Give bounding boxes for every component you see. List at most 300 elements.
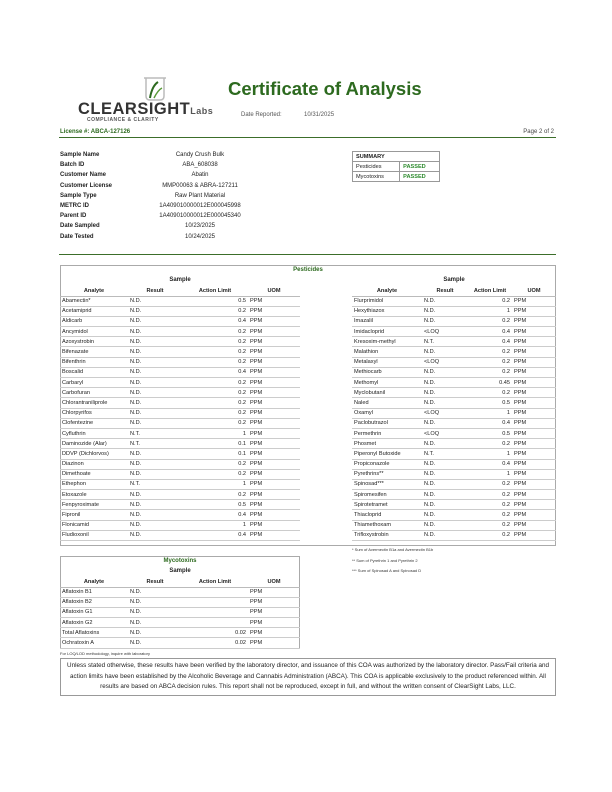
action-limit-cell: 0.5 [182,296,248,306]
info-row [60,234,300,244]
result-cell: N.D. [422,306,468,316]
divider [59,254,556,255]
analyte-cell: Hexythiazox [352,306,422,316]
analyte-cell: Aldicarb [60,316,128,326]
action-limit-cell: 0.45 [468,378,512,388]
table-row [60,296,300,306]
uom-cell: PPM [248,337,300,347]
page-title: Certificate of Analysis [228,78,422,99]
result-cell: N.D. [128,638,182,648]
table-row [352,347,556,357]
uom-cell: PPM [248,398,300,408]
result-cell: N.D. [128,449,182,459]
table-row [60,607,300,617]
analyte-cell: Piperonyl Butoxide [352,449,422,459]
table-row [60,398,300,408]
sample-info [60,152,300,244]
action-limit-cell: 1 [182,428,248,438]
analyte-cell: Acetamiprid [60,306,128,316]
action-limit-cell: 0.2 [468,357,512,367]
result-cell: N.D. [422,378,468,388]
table-row [60,530,300,540]
result-cell: N.D. [422,520,468,530]
table-row [60,347,300,357]
action-limit-cell: 0.2 [468,296,512,306]
info-row [60,223,300,233]
uom-cell: PPM [248,316,300,326]
analyte-cell: Fipronil [60,510,128,520]
table-row [352,408,556,418]
table-row [352,316,556,326]
table-row [60,520,300,530]
result-cell: <LOQ [422,357,468,367]
pesticides-title: Pesticides [293,267,323,273]
column-header: UOM [512,286,556,296]
result-cell: N.D. [422,398,468,408]
analyte-cell: Flonicamid [60,520,128,530]
uom-cell: PPM [512,337,556,347]
uom-cell: PPM [248,607,300,617]
info-label: Customer Name [60,172,107,179]
info-label: Customer License [60,182,113,189]
analyte-cell: Aflatoxin B2 [60,597,128,607]
uom-cell: PPM [512,378,556,388]
info-value: MMP00063 & ABRA-127211 [162,182,238,189]
analyte-cell: Spinosad*** [352,479,422,489]
table-row [60,439,300,449]
uom-cell: PPM [248,367,300,377]
table-row [60,388,300,398]
analyte-cell: Imazalil [352,316,422,326]
action-limit-cell: 1 [182,479,248,489]
column-header: Action Limit [182,286,248,296]
table-row [60,587,300,597]
result-cell: N.D. [128,316,182,326]
info-label: METRC ID [60,202,89,209]
info-label: Parent ID [60,213,87,220]
result-cell: N.D. [422,388,468,398]
column-header: Analyte [60,286,128,296]
analyte-cell: Boscalid [60,367,128,377]
action-limit-cell: 0.4 [468,337,512,347]
action-limit-cell: 0.2 [182,418,248,428]
uom-cell: PPM [512,327,556,337]
action-limit-cell: 0.4 [182,530,248,540]
uom-cell: PPM [248,347,300,357]
uom-cell: PPM [512,357,556,367]
analyte-cell: Carbofuran [60,388,128,398]
result-cell: N.D. [128,459,182,469]
table-row [60,459,300,469]
uom-cell: PPM [248,597,300,607]
result-cell: N.D. [422,510,468,520]
uom-cell: PPM [248,479,300,489]
action-limit-cell: 0.2 [182,337,248,347]
logo-wordmark: CLEARSIGHTLabs [78,100,214,118]
table-row [60,479,300,489]
info-row [60,193,300,203]
table-row [60,618,300,628]
analyte-cell: Ochratoxin A [60,638,128,648]
action-limit-cell: 0.2 [468,490,512,500]
summary-status: PASSED [400,162,440,172]
uom-cell: PPM [248,490,300,500]
analyte-cell: Aflatoxin G2 [60,618,128,628]
result-cell: N.D. [128,490,182,500]
analyte-cell: Permethrin [352,428,422,438]
info-value: ABA_608038 [182,162,218,169]
table-header [352,286,556,296]
column-header: Result [128,577,182,587]
uom-cell: PPM [248,469,300,479]
result-cell: N.D. [128,296,182,306]
result-cell: N.D. [128,469,182,479]
table-row [352,418,556,428]
result-cell: N.D. [128,628,182,638]
result-cell: N.D. [128,510,182,520]
column-header: Analyte [60,577,128,587]
page-number: Page 2 of 2 [523,129,554,135]
uom-cell: PPM [248,428,300,438]
result-cell: N.D. [128,597,182,607]
uom-cell: PPM [248,459,300,469]
action-limit-cell [182,618,248,628]
footnote: *** Sum of Spinosad A and Spinosad D [352,568,422,573]
action-limit-cell: 0.2 [182,398,248,408]
table-row [352,428,556,438]
table-row [60,628,300,638]
action-limit-cell: 1 [468,306,512,316]
analyte-cell: Chlorpyrifos [60,408,128,418]
result-cell: N.D. [128,607,182,617]
info-label: Date Tested [60,233,94,240]
result-cell: N.D. [128,367,182,377]
table-row [352,306,556,316]
uom-cell: PPM [248,628,300,638]
result-cell: N.D. [128,327,182,337]
analyte-cell: Propiconazole [352,459,422,469]
uom-cell: PPM [248,520,300,530]
uom-cell: PPM [248,439,300,449]
uom-cell: PPM [248,587,300,597]
footnote: ** Sum of Pyrethrin 1 and Pyrethrin 2 [352,558,418,563]
column-header: Result [128,286,182,296]
column-header: UOM [248,286,300,296]
action-limit-cell [182,597,248,607]
table-row [352,479,556,489]
result-cell: <LOQ [422,408,468,418]
table-row [352,296,556,306]
analyte-cell: Methomyl [352,378,422,388]
action-limit-cell: 0.2 [182,327,248,337]
table-row [60,306,300,316]
action-limit-cell: 0.1 [182,439,248,449]
uom-cell: PPM [512,530,556,540]
action-limit-cell: 1 [468,469,512,479]
info-label: Sample Name [60,152,100,158]
table-row [60,316,300,326]
analyte-cell: Thiacloprid [352,510,422,520]
action-limit-cell: 0.2 [182,408,248,418]
action-limit-cell: 0.02 [182,638,248,648]
table-row [352,510,556,520]
info-row [60,183,300,193]
uom-cell: PPM [512,398,556,408]
uom-cell: PPM [248,388,300,398]
pesticides-sample-label: Sample [169,277,191,283]
table-row [60,500,300,510]
uom-cell: PPM [512,490,556,500]
result-cell: N.D. [128,398,182,408]
uom-cell: PPM [512,520,556,530]
analyte-cell: Azoxystrobin [60,337,128,347]
result-cell: N.D. [422,367,468,377]
pesticides-sample-label: Sample [443,277,465,283]
analyte-cell: Etoxazole [60,490,128,500]
summary-row [353,162,440,172]
result-cell: N.D. [422,490,468,500]
analyte-cell: Bifenazate [60,347,128,357]
pesticides-table-right [352,286,556,541]
mycotoxins-title: Mycotoxins [163,558,197,564]
result-cell: N.D. [422,296,468,306]
disclaimer: Unless stated otherwise, these results have been verified by the laboratory director, and issuance of this COA was authorized by the laboratory director. Pass/Fail criteria and action limits have been established by the Alcoholic Beverage and Cannabis Administration (ABCA). This COA is applicable exclusively to the product referenced within. All results are based on ABCA decision rules. This report shall not be reproduced, except in full, and without the written consent of ClearSight Labs, LLC. [60,658,556,696]
action-limit-cell: 1 [468,408,512,418]
summary-label: Mycotoxins [353,172,400,182]
result-cell: N.T. [128,428,182,438]
uom-cell: PPM [248,296,300,306]
table-row [60,428,300,438]
analyte-cell: Clofentezine [60,418,128,428]
uom-cell: PPM [248,327,300,337]
table-row [352,327,556,337]
info-value: 1A409010000012E000045998 [159,202,241,209]
analyte-cell: Aflatoxin B1 [60,587,128,597]
analyte-cell: Daminozide (Alar) [60,439,128,449]
action-limit-cell: 0.2 [468,388,512,398]
action-limit-cell: 1 [182,520,248,530]
result-cell: N.D. [422,469,468,479]
analyte-cell: Total Aflatoxins [60,628,128,638]
action-limit-cell: 0.4 [182,510,248,520]
uom-cell: PPM [512,449,556,459]
result-cell: N.T. [422,337,468,347]
uom-cell: PPM [248,449,300,459]
table-row [60,378,300,388]
info-label: Date Sampled [60,223,100,230]
mycotoxins-table [60,577,300,649]
action-limit-cell: 0.2 [468,520,512,530]
analyte-cell: Paclobutrazol [352,418,422,428]
result-cell: N.D. [128,520,182,530]
uom-cell: PPM [512,296,556,306]
uom-cell: PPM [248,500,300,510]
date-reported-value: 10/31/2025 [304,112,335,118]
info-row [60,152,300,162]
table-row [352,449,556,459]
action-limit-cell: 0.4 [468,459,512,469]
table-row [60,337,300,347]
action-limit-cell: 0.2 [182,306,248,316]
summary-table [352,151,440,182]
result-cell: N.D. [128,306,182,316]
action-limit-cell: 0.5 [468,428,512,438]
analyte-cell: Kresoxim-methyl [352,337,422,347]
divider [59,137,556,138]
analyte-cell: Methiocarb [352,367,422,377]
analyte-cell: Ethephon [60,479,128,489]
analyte-cell: Aflatoxin G1 [60,607,128,617]
analyte-cell: Bifenthrin [60,357,128,367]
analyte-cell: Oxamyl [352,408,422,418]
table-row [352,439,556,449]
result-cell: N.D. [128,418,182,428]
uom-cell: PPM [512,459,556,469]
action-limit-cell: 0.2 [468,500,512,510]
result-cell: N.D. [422,500,468,510]
action-limit-cell: 0.2 [468,439,512,449]
summary-title: SUMMARY [353,152,440,162]
result-cell: N.D. [422,530,468,540]
result-cell: N.D. [422,439,468,449]
result-cell: N.D. [422,418,468,428]
uom-cell: PPM [248,408,300,418]
table-row [352,357,556,367]
result-cell: N.D. [422,347,468,357]
info-row [60,162,300,172]
analyte-cell: Imidacloprid [352,327,422,337]
result-cell: N.T. [128,439,182,449]
result-cell: N.D. [422,316,468,326]
uom-cell: PPM [512,316,556,326]
analyte-cell: Malathion [352,347,422,357]
table-row [60,418,300,428]
table-row [60,327,300,337]
analyte-cell: Cyfluthrin [60,428,128,438]
analyte-cell: Abamectin* [60,296,128,306]
uom-cell: PPM [512,347,556,357]
info-label: Batch ID [60,162,85,169]
column-header: Action Limit [468,286,512,296]
result-cell: N.D. [128,378,182,388]
result-cell: N.D. [128,500,182,510]
table-row [60,510,300,520]
table-row [352,398,556,408]
action-limit-cell: 0.2 [468,510,512,520]
logo-tagline: COMPLIANCE & CLARITY [87,117,159,123]
analyte-cell: Diazinon [60,459,128,469]
table-row [352,337,556,347]
info-value: Candy Crush Bulk [175,152,225,158]
action-limit-cell [182,607,248,617]
action-limit-cell: 0.2 [468,367,512,377]
uom-cell: PPM [512,388,556,398]
analyte-cell: Phosmet [352,439,422,449]
uom-cell: PPM [512,367,556,377]
info-value: 10/23/2025 [184,223,216,230]
analyte-cell: DDVP (Dichlorvos) [60,449,128,459]
result-cell: <LOQ [422,327,468,337]
result-cell: <LOQ [422,428,468,438]
info-value: Abatin [191,172,209,179]
table-row [352,459,556,469]
analyte-cell: Dimethoate [60,469,128,479]
analyte-cell: Flurprimidol [352,296,422,306]
action-limit-cell: 0.2 [182,469,248,479]
table-header [60,286,300,296]
uom-cell: PPM [512,428,556,438]
action-limit-cell: 0.2 [182,347,248,357]
uom-cell: PPM [248,418,300,428]
result-cell: N.D. [422,479,468,489]
table-row [60,490,300,500]
mycotoxins-sample-label: Sample [169,568,191,574]
analyte-cell: Trifloxystrobin [352,530,422,540]
table-row [60,469,300,479]
action-limit-cell: 0.4 [468,418,512,428]
info-value: 1A409010000012E000045340 [159,213,241,220]
column-header: Action Limit [182,577,248,587]
table-row [352,388,556,398]
info-label: Sample Type [60,192,97,199]
table-row [352,378,556,388]
summary-status: PASSED [400,172,440,182]
result-cell: N.D. [128,357,182,367]
result-cell: N.T. [422,449,468,459]
uom-cell: PPM [512,418,556,428]
action-limit-cell: 0.4 [468,327,512,337]
uom-cell: PPM [248,306,300,316]
action-limit-cell: 1 [468,449,512,459]
action-limit-cell: 0.02 [182,628,248,638]
uom-cell: PPM [512,408,556,418]
analyte-cell: Spirotetramet [352,500,422,510]
result-cell: N.D. [128,587,182,597]
result-cell: N.D. [128,337,182,347]
action-limit-cell: 0.2 [468,479,512,489]
analyte-cell: Fenpyroximate [60,500,128,510]
action-limit-cell: 0.2 [468,530,512,540]
uom-cell: PPM [512,500,556,510]
summary-label: Pesticides [353,162,400,172]
action-limit-cell: 0.2 [468,316,512,326]
table-row [60,367,300,377]
table-header [60,577,300,587]
analyte-cell: Ancymidol [60,327,128,337]
info-value: 10/24/2025 [184,233,216,240]
action-limit-cell: 0.2 [182,357,248,367]
action-limit-cell: 0.4 [182,367,248,377]
action-limit-cell: 0.2 [182,378,248,388]
result-cell: N.D. [128,530,182,540]
method-note: For LOQ/LOD methodology, inquire with laboratory [60,651,150,656]
result-cell: N.D. [128,408,182,418]
action-limit-cell [182,587,248,597]
table-row [60,449,300,459]
info-row [60,203,300,213]
action-limit-cell: 0.2 [182,388,248,398]
uom-cell: PPM [248,510,300,520]
table-row [60,638,300,648]
info-row [60,213,300,223]
result-cell: N.D. [128,347,182,357]
action-limit-cell: 0.1 [182,449,248,459]
analyte-cell: Chlorantraniliprole [60,398,128,408]
uom-cell: PPM [248,530,300,540]
analyte-cell: Fludioxonil [60,530,128,540]
action-limit-cell: 0.2 [182,490,248,500]
info-value: Raw Plant Material [174,192,226,199]
